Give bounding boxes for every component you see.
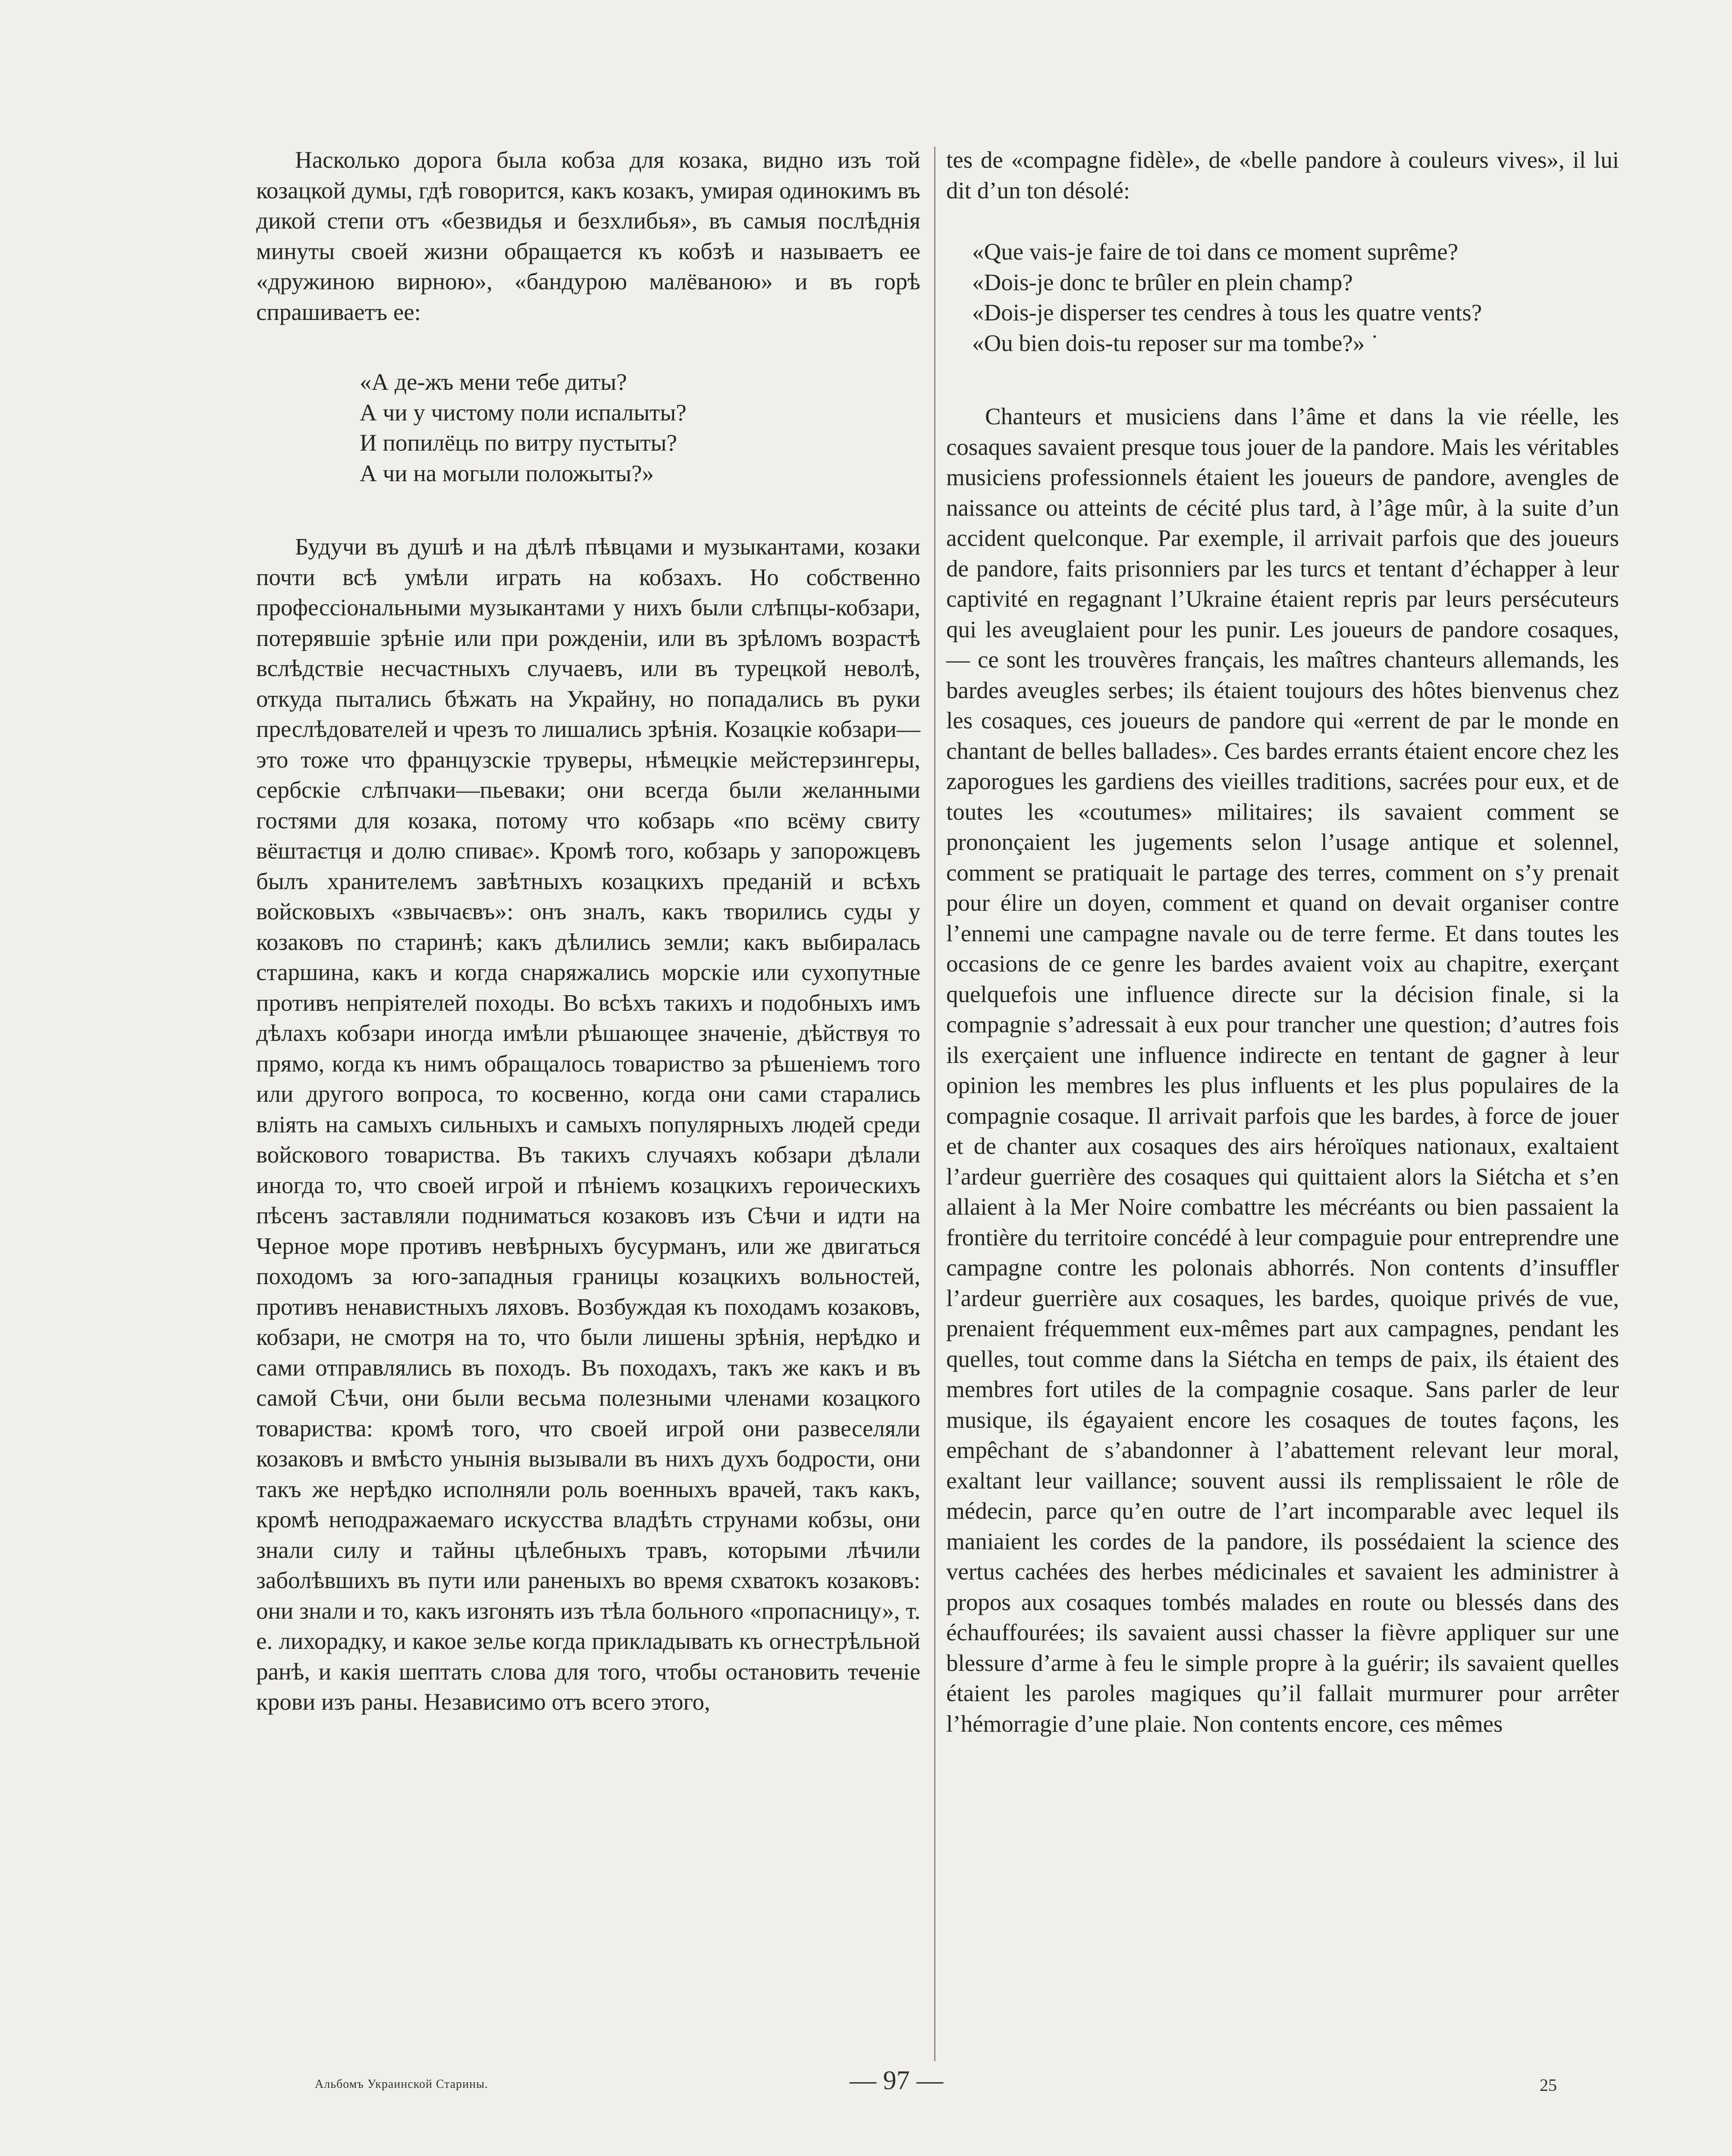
page-footer xyxy=(0,2065,1732,2100)
right-verse-line: «Ou bien dois-tu reposer sur ma tombe?» ˙ xyxy=(972,329,1379,356)
left-verse-line: А чи у чистому поли испалыты? xyxy=(360,399,687,426)
right-paragraph-1: tes de «compagne fidèle», de «belle pandore à couleurs vives», il lui dit d’un ton désolé: xyxy=(946,147,1619,204)
right-verse-line: «Que vais-je faire de toi dans ce moment suprême? xyxy=(972,238,1459,265)
right-column-french xyxy=(946,145,1619,1739)
left-verse-line: А чи на могыли положыты?» xyxy=(360,460,654,486)
left-verse-line: «А де-жъ мени тебе диты? xyxy=(360,369,627,395)
page-number: — 97 — xyxy=(850,2066,943,2095)
left-column-russian xyxy=(256,145,920,1717)
right-verse xyxy=(972,237,1619,358)
right-paragraph-2: Chanteurs et musiciens dans l’âme et dans la vie réelle, les cosaques savaient presque tous jouer de la pandore. Mais les véritables musiciens professionnels étaient les joueurs de pandore, avengles de naissance ou atteints de cécité plus tard, à l’âge mûr, à la suite d’un accident quelconque. Par exemple, il arrivait parfois que des joueurs de pandore, faits prisonniers par les turcs et tentant d’échapper à leur captivité en regagnant l’Ukraine étaient repris par leurs persécuteurs qui les aveuglaient pour les punir. Les joueurs de pandore cosaques, — ce sont les trouvères français, les maîtres chanteurs allemands, les bardes aveugles serbes; ils étaient toujours des hôtes bienvenus chez les cosaques, ces joueurs de pandore qui «errent de par le monde en chantant de belles ballades». Ces bardes errants étaient encore chez les zaporogues les gardiens des vieilles traditions, sacrées pour eux, et de toutes les «coutumes» militaires; ils savaient comment se prononçaient les jugements selon l’usage antique et solennel, comment se pratiquait le partage des terres, comment on s’y prenait pour élire un doyen, comment et quand on devait organiser contre l’ennemi une campagne navale ou de terre ferme. Et dans toutes les occasions de ce genre les bardes avaient voix au chapitre, exerçant quelquefois une influence directe sur la décision finale, si la compagnie s’adressait à eux pour trancher une question; d’autres fois ils exerçaient une influence indirecte en tentant de gagner à leur opinion les membres les plus influents et les plus populaires de la compagnie cosaque. Il arrivait parfois que les bardes, à force de jouer et de chanter aux cosaques des airs héroïques nationaux, exaltaient l’ardeur guerrière des cosaques qui quittaient alors la Siétcha et s’en allaient à la Mer Noire combattre les mécréants ou bien passaient la frontière du territoire concédé à leur compaguie pour entreprendre une campagne contre les polonais abhorrés. Non contents d’insuffler l’ardeur guerrière aux cosaques, les bardes, quoique privés de vue, prenaient fréquemment eux-mêmes part aux campagnes, pendant les quelles, tout comme dans la Siétcha en temps de paix, ils étaient des membres fort utiles de la compagnie cosaque. Sans parler de leur musique, ils égayaient encore les cosaques de toutes façons, les empêchant de s’abandonner à l’abattement relevant leur moral, exaltant leur vaillance; souvent aussi ils remplissaient le rôle de médecin, parce qu’en outre de l’art incomparable avec lequel ils maniaient les cordes de la pandore, ils possédaient la science des vertus cachées des herbes médicinales et savaient les administrer à propos aux cosaques tombés malades en route ou blessés dans des échauffourées; ils savaient aussi chasser la fièvre appliquer sur une blessure d’arme à feu le simple propre à la guérir; ils savaient quelles étaient les paroles magiques qu’il fallait murmurer pour arrêter l’hémorragie d’une plaie. Non contents encore, ces mêmes xyxy=(946,403,1619,1737)
signature-mark: 25 xyxy=(1540,2075,1557,2095)
left-paragraph-2: Будучи въ душѣ и на дѣлѣ пѣвцами и музыкантами, козаки почти всѣ умѣли играть на кобзахъ. Но собственно профессіональными музыкантами у нихъ были слѣпцы-кобзари, потерявшіе зрѣніе или при рожденіи, или въ зрѣломъ возрастѣ вслѣдствіе несчастныхъ случаевъ, или въ турецкой неволѣ, откуда пытались бѣжать на Украйну, но попадались въ руки преслѣдователей и чрезъ то лишались зрѣнія. Козацкіе кобзари—это тоже что французскіе труверы, нѣмецкіе мейстерзингеры, сербскіе слѣпчаки—пьеваки; они всегда были желанными гостями для козака, потому что кобзарь «по всёму свиту вёштаєтця и долю спиває». Кромѣ того, кобзарь у запорожцевъ былъ хранителемъ завѣтныхъ козацкихъ преданій и всѣхъ войсковыхъ «звычаєвъ»: онъ зналъ, какъ творились суды у козаковъ по старинѣ; какъ дѣлились земли; какъ выбиралась старшина, какъ и когда снаряжались морскіе или сухопутные противъ непріятелей походы. Во всѣхъ такихъ и подобныхъ имъ дѣлахъ кобзари иногда имѣли рѣшающее значеніе, дѣйствуя то прямо, когда къ нимъ обращалось товариство за рѣшеніемъ того или другого вопроса, то косвенно, когда они сами старались вліять на самыхъ сильныхъ и самыхъ популярныхъ людей среди войскового товариства. Въ такихъ случаяхъ кобзари дѣлали иногда то, что своей игрой и пѣніемъ козацкихъ героическихъ пѣсенъ заставляли подниматься козаковъ изъ Сѣчи и идти на Черное море противъ невѣрныхъ бусурманъ, или же двигаться походомъ за юго-западныя границы козацкихъ вольностей, противъ ненавистныхъ ляховъ. Возбуждая къ походамъ козаковъ, кобзари, не смотря на то, что были лишены зрѣнія, нерѣдко и сами отправлялись въ походъ. Въ походахъ, такъ же какъ и въ самой Сѣчи, они были весьма полезными членами козацкого товариства: кромѣ того, что своей игрой они развеселяли козаковъ и вмѣсто унынія вызывали въ нихъ духъ бодрости, они такъ же нерѣдко исполняли роль военныхъ врачей, такъ какъ, кромѣ неподражаемаго искусства владѣть струнами кобзы, они знали силу и тайны цѣлебныхъ травъ, которыми лѣчили заболѣвшихъ въ пути или раненыхъ во время схватокъ козаковъ: они знали и то, какъ изгонять изъ тѣла больного «пропасницу», т. е. лихорадку, и какое зелье когда прикладывать къ огнестрѣльной ранѣ, и какія шептать слова для того, чтобы остановить теченіе крови изъ раны. Независимо отъ всего этого, xyxy=(256,533,920,1715)
left-paragraph-1: Насколько дорога была кобза для козака, видно изъ той козацкой думы, гдѣ говорится, какъ козакъ, умирая одинокимъ въ дикой степи отъ «безвидья и безхлибья», въ самыя послѣднія минуты своей жизни обращается къ кобзѣ и называетъ ее «дружиною вирною», «бандурою малёваною» и въ горѣ спрашиваетъ ее: xyxy=(256,147,920,325)
right-verse-line: «Dois-je disperser tes cendres à tous les quatre vents? xyxy=(972,299,1482,326)
column-divider xyxy=(934,147,935,2061)
left-verse xyxy=(360,367,920,489)
running-title: Альбомъ Украинской Старины. xyxy=(315,2078,488,2091)
right-verse-line: «Dois-je donc te brûler en plein champ? xyxy=(972,269,1353,295)
left-verse-line: И попилёць по витру пустыты? xyxy=(360,429,677,456)
